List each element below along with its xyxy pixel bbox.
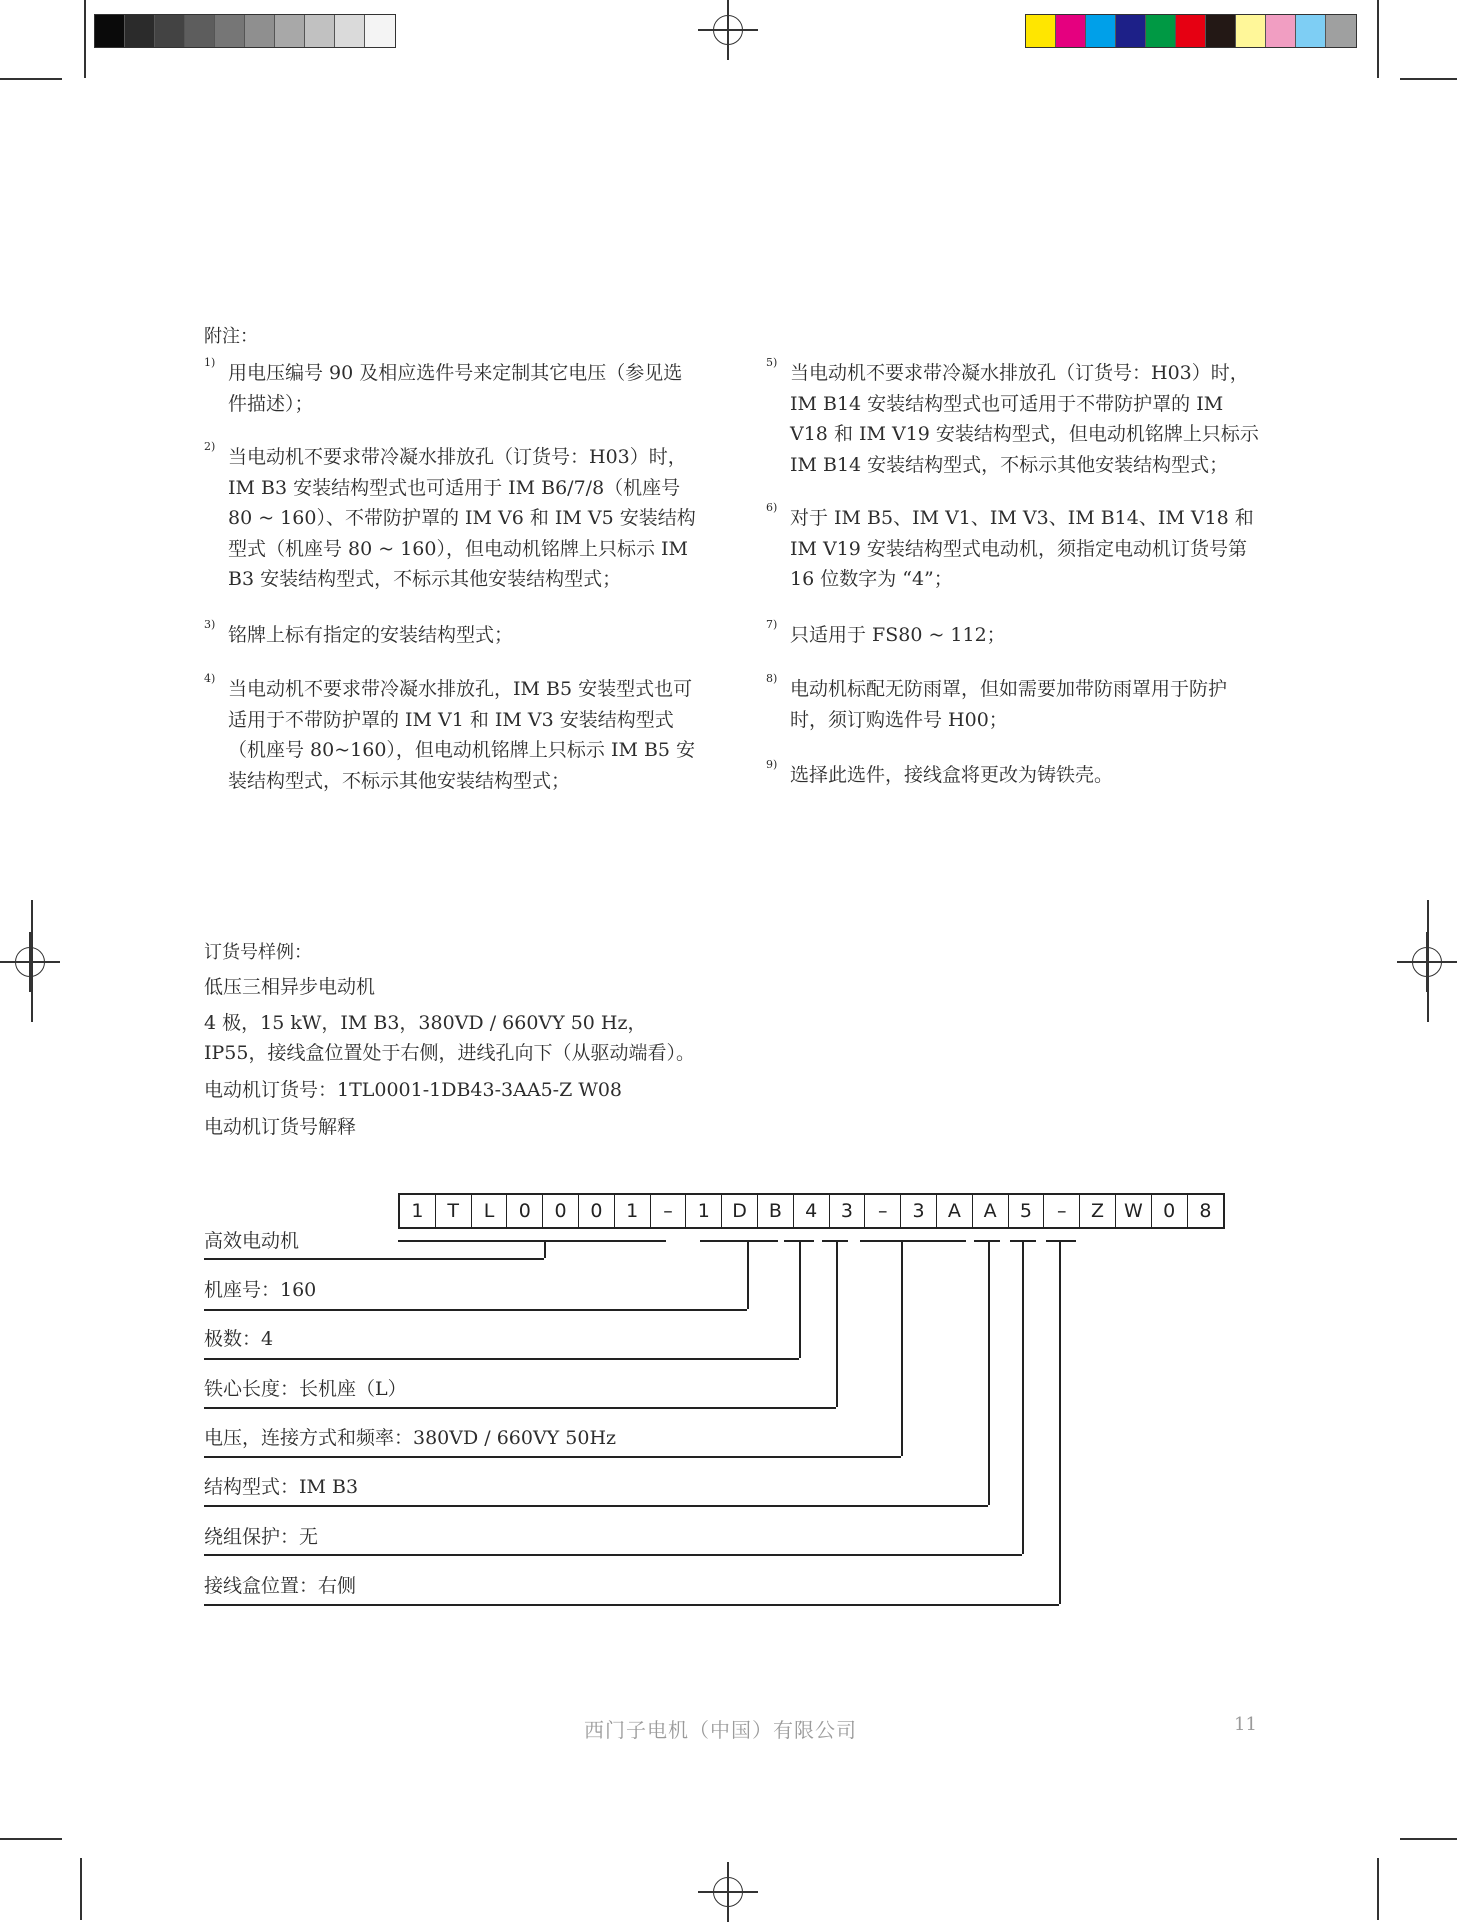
- order-code-cell: 1: [615, 1195, 651, 1227]
- decode-label: 机座号：160: [204, 1279, 317, 1301]
- order-code-cell: 0: [507, 1195, 543, 1227]
- note-text: 当电动机不要求带冷凝水排放孔（订货号：H03）时，IM B3 安装结构型式也可适用于 IM B6/7/8（机座号 80 ~ 160）、不带防护罩的 IM V6 和 IM V5 安装结构型式（机座号 80 ~ 160），但电动机铭牌上只标示 IM B3 安装结构型式，不标示其他安装结构型式；: [228, 446, 696, 590]
- note-item: [204, 356, 698, 419]
- note-item: [766, 618, 1260, 651]
- registration-mark-top: [698, 0, 758, 60]
- code-segment-underline: [860, 1240, 966, 1242]
- decode-leader-line: [204, 1358, 799, 1360]
- note-text: 电动机标配无防雨罩，但如需要加带防雨罩用于防护时，须订购选件号 H00；: [790, 678, 1228, 731]
- decode-vertical-line: [988, 1240, 990, 1505]
- note-text: 当电动机不要求带冷凝水排放孔，IM B5 安装型式也可适用于不带防护罩的 IM V1 和 IM V3 安装结构型式（机座号 80~160），但电动机铭牌上只标示 IM B5 安装结构型式，不标示其他安装结构型式；: [228, 678, 696, 792]
- note-number: 6): [766, 501, 778, 514]
- decode-leader-line: [204, 1604, 1059, 1606]
- code-segment-underline: [700, 1240, 778, 1242]
- example-title: 订货号样例：: [204, 942, 312, 963]
- color-swatch: [1056, 15, 1086, 47]
- gray-swatch: [125, 15, 155, 47]
- note-text: 选择此选件，接线盒将更改为铸铁壳。: [790, 764, 1114, 786]
- order-code-cell: W: [1116, 1195, 1152, 1227]
- decode-label: 结构型式：IM B3: [204, 1476, 359, 1498]
- gray-swatch: [95, 15, 125, 47]
- decode-label: 高效电动机: [204, 1230, 300, 1252]
- color-calibration-bar: [1025, 14, 1357, 48]
- decode-leader-line: [204, 1258, 544, 1260]
- note-text: 只适用于 FS80 ~ 112；: [790, 624, 1006, 646]
- decode-label: 绕组保护：无: [204, 1526, 319, 1548]
- order-code-cell: B: [758, 1195, 794, 1227]
- order-code-cell: 1: [400, 1195, 436, 1227]
- code-segment-underline: [1046, 1240, 1076, 1242]
- order-code-cell: 1: [686, 1195, 722, 1227]
- color-swatch: [1236, 15, 1266, 47]
- gray-swatch: [365, 15, 395, 47]
- decode-vertical-line: [1059, 1240, 1061, 1604]
- order-code-cell: –: [651, 1195, 687, 1227]
- note-number: 3): [204, 618, 216, 631]
- decode-label: 接线盒位置：右侧: [204, 1575, 357, 1597]
- gray-swatch: [335, 15, 365, 47]
- example-line-2: 4 极，15 kW，IM B3，380VD / 660VY 50 Hz，IP55，接线盒位置处于右侧，进线孔向下（从驱动端看）。: [204, 1012, 695, 1064]
- order-code-box: [398, 1193, 1225, 1229]
- order-code-cell: 0: [543, 1195, 579, 1227]
- gray-swatch: [155, 15, 185, 47]
- decode-leader-line: [204, 1505, 988, 1507]
- registration-h-left: [0, 961, 60, 963]
- order-code-cell: 8: [1199, 1200, 1212, 1222]
- order-code-cell: 5: [1009, 1195, 1045, 1227]
- note-number: 1): [204, 356, 216, 369]
- note-number: 7): [766, 618, 778, 631]
- note-number: 2): [204, 440, 216, 453]
- order-code-cell: –: [865, 1195, 901, 1227]
- example-line-1: 低压三相异步电动机: [204, 976, 376, 998]
- page-number: 11: [1234, 1714, 1257, 1735]
- registration-mark-bottom: [698, 1862, 758, 1922]
- note-number: 9): [766, 758, 778, 771]
- note-item: [766, 356, 1260, 480]
- decode-leader-line: [204, 1309, 747, 1311]
- note-item: [766, 501, 1260, 595]
- decode-label: 铁心长度：长机座（L）: [204, 1378, 407, 1400]
- order-code-cell: D: [722, 1195, 758, 1227]
- grayscale-calibration-bar: [94, 14, 396, 48]
- decode-label: 电压，连接方式和频率：380VD / 660VY 50Hz: [204, 1427, 617, 1449]
- order-code-cell: –: [1044, 1195, 1080, 1227]
- gray-swatch: [185, 15, 215, 47]
- decode-vertical-line: [1022, 1240, 1024, 1554]
- example-order-number: 电动机订货号：1TL0001-1DB43-3AA5-Z W08: [204, 1079, 623, 1101]
- note-number: 8): [766, 672, 778, 685]
- decode-vertical-line: [544, 1240, 546, 1258]
- note-number: 4): [204, 672, 216, 685]
- color-swatch: [1146, 15, 1176, 47]
- order-code-cell: 0: [1152, 1195, 1188, 1227]
- note-item: [204, 672, 698, 796]
- order-code-cell: A: [973, 1195, 1009, 1227]
- gray-swatch: [275, 15, 305, 47]
- code-segment-underline: [974, 1240, 1000, 1242]
- note-text: 用电压编号 90 及相应选件号来定制其它电压（参见选件描述）；: [228, 362, 683, 415]
- footer-company: 西门子电机（中国）有限公司: [584, 1718, 857, 1742]
- color-swatch: [1086, 15, 1116, 47]
- color-swatch: [1026, 15, 1056, 47]
- code-segment-underline: [398, 1240, 666, 1242]
- order-code-cell: 4: [794, 1195, 830, 1227]
- order-code-cell: Z: [1080, 1195, 1116, 1227]
- note-text: 铭牌上标有指定的安装结构型式；: [228, 624, 514, 646]
- note-item: [204, 440, 698, 595]
- decode-leader-line: [204, 1554, 1022, 1556]
- order-code-cell: L: [472, 1195, 508, 1227]
- note-item: [204, 618, 698, 651]
- gray-swatch: [305, 15, 335, 47]
- order-code-cell: 0: [579, 1195, 615, 1227]
- gray-swatch: [245, 15, 275, 47]
- decode-vertical-line: [747, 1240, 749, 1309]
- note-text: 对于 IM B5、IM V1、IM V3、IM B14、IM V18 和 IM V19 安装结构型式电动机，须指定电动机订货号第 16 位数字为 “4”；: [790, 507, 1254, 590]
- registration-tick-right: [1427, 900, 1429, 1022]
- order-code-cell: T: [436, 1195, 472, 1227]
- decode-vertical-line: [901, 1240, 903, 1456]
- color-swatch: [1116, 15, 1146, 47]
- decode-vertical-line: [799, 1240, 801, 1358]
- note-item: [766, 672, 1260, 735]
- decode-label: 极数：4: [204, 1328, 274, 1350]
- code-segment-underline: [822, 1240, 848, 1242]
- color-swatch: [1206, 15, 1236, 47]
- color-swatch: [1296, 15, 1326, 47]
- notes-title: 附注：: [204, 326, 258, 347]
- color-swatch: [1176, 15, 1206, 47]
- decode-leader-line: [204, 1407, 836, 1409]
- order-code-cell: A: [937, 1195, 973, 1227]
- color-swatch: [1326, 15, 1356, 47]
- note-item: [766, 758, 1260, 791]
- note-number: 5): [766, 356, 778, 369]
- decode-leader-line: [204, 1456, 901, 1458]
- note-text: 当电动机不要求带冷凝水排放孔（订货号：H03）时，IM B14 安装结构型式也可适用于不带防护罩的 IM V18 和 IM V19 安装结构型式，但电动机铭牌上只标示 IM B14 安装结构型式，不标示其他安装结构型式；: [790, 362, 1259, 476]
- gray-swatch: [215, 15, 245, 47]
- decode-vertical-line: [836, 1240, 838, 1407]
- color-swatch: [1266, 15, 1296, 47]
- order-code-cell: 3: [830, 1195, 866, 1227]
- example-explanation-title: 电动机订货号解释: [204, 1116, 357, 1138]
- order-code-cell: 3: [901, 1195, 937, 1227]
